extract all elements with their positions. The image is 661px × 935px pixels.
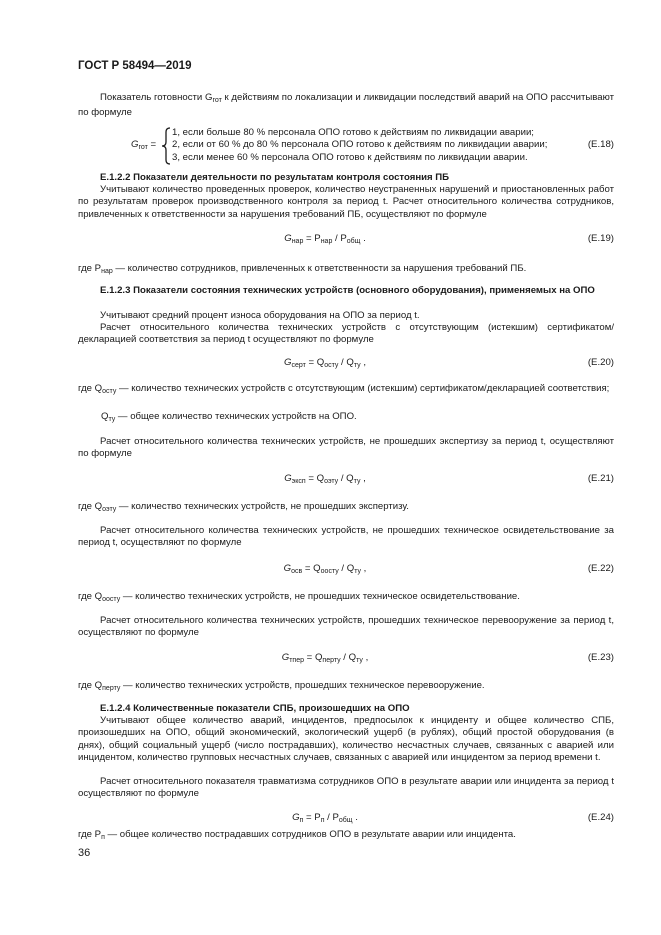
page-number: 36 bbox=[78, 847, 91, 859]
formula-e21: $G_{эксп} = Q_{оэту} / Q_{ту}$ , bbox=[284, 473, 366, 485]
where-e20a: где $Q_{осту}$ — количество технических устройств с отсутствующим (истекшим) сертификатом/декларацией соответствия; bbox=[78, 383, 610, 395]
where-e19: где $P_{нар}$ — количество сотрудников, привлеченных к ответственности за нарушения требований ПБ. bbox=[78, 263, 527, 275]
formula-e19: $G_{нар} = P_{нар} / P_{общ}$ . bbox=[284, 233, 366, 245]
case-line: 1, если больше 80 % персонала ОПО готово к действиям по ликвидации аварии; bbox=[172, 127, 534, 138]
brace-icon bbox=[161, 127, 171, 165]
section-heading-e124: Е.1.2.4 Количественные показатели СПБ, произошедших на ОПО bbox=[100, 703, 410, 714]
paragraph-e23: Расчет относительного количества технических устройств, прошедших техническое перевооружение за период t, осуществляют по формуле bbox=[78, 615, 614, 639]
document-header: ГОСТ Р 58494—2019 bbox=[78, 60, 192, 72]
where-e21: где $Q_{оэту}$ — количество технических устройств, не прошедших экспертизу. bbox=[78, 501, 409, 513]
text: Показатель готовности G bbox=[100, 92, 213, 103]
paragraph-e124a: Учитывают общее количество аварий, инцидентов, предпосылок к инциденту и общее количество СПБ, произошедших на ОПО, общий экономический, экологический ущерб (в рублях), общий простой оборудования (в днях), общий социальный ущерб (число пострадавших), количество несчастных случаев, связанных с аварией или инцидентом, количество групповых несчастных случаев, связанных с аварией или инцидентом за период времени t. bbox=[78, 715, 614, 764]
section-heading-e123: Е.1.2.3 Показатели состояния технических устройств (основного оборудования), применяемых на ОПО bbox=[100, 285, 595, 296]
formula-e18-lhs: $G_{гот}$ = bbox=[131, 139, 157, 151]
paragraph-e122: Учитывают количество проведенных проверок, количество неустраненных нарушений и приостановленных работ по результатам проверок производственного контроля за период t. Расчет относительного количества сотрудников, привлеченных к ответственности за нарушения требований ПБ, осуществляют по формуле bbox=[78, 184, 614, 220]
section-heading-e122: Е.1.2.2 Показатели деятельности по результатам контроля состояния ПБ bbox=[100, 172, 450, 183]
paragraph-e22: Расчет относительного количества технических устройств, не прошедших техническое освидетельствование за период t, осуществляют по формуле bbox=[78, 525, 614, 549]
equation-number: (Е.19) bbox=[587, 233, 614, 244]
paragraph-e21: Расчет относительного количества технических устройств, не прошедших экспертизу за период t, осуществляют по формуле bbox=[78, 436, 614, 460]
text: к действиям по локализации и ликвидации последствий аварий на ОПО рассчитывают по формуле bbox=[78, 92, 614, 119]
case-line: 3, если менее 60 % персонала ОПО готово к действиям по ликвидации аварии. bbox=[172, 151, 528, 163]
equation-number: (Е.23) bbox=[587, 652, 614, 663]
paragraph-e123a: Учитывают средний процент износа оборудования на ОПО за период t. bbox=[100, 310, 420, 321]
equation-number: (Е.22) bbox=[587, 563, 614, 574]
where-e20b: $Q_{ту}$ — общее количество технических устройств на ОПО. bbox=[101, 411, 357, 423]
formula-e23: $G_{тпер} = Q_{перту} / Q_{ту}$ , bbox=[281, 652, 369, 664]
equation-number: (Е.18) bbox=[587, 139, 614, 150]
paragraph-readiness bbox=[78, 92, 614, 120]
formula-e18-cases bbox=[172, 127, 547, 164]
equation-number: (Е.21) bbox=[587, 473, 614, 484]
paragraph-e123b: Расчет относительного количества технических устройств с отсутствующим (истекшим) сертификатом/декларацией соответствия за период t осуществляют по формуле bbox=[78, 322, 614, 346]
subscript: гот bbox=[212, 97, 222, 104]
equation-number: (Е.20) bbox=[587, 357, 614, 368]
equation-number: (Е.24) bbox=[587, 812, 614, 823]
formula-e24: $G_п = P_п / P_{общ}$ . bbox=[292, 812, 358, 824]
where-e24: где $P_п$ — общее количество пострадавших сотрудников ОПО в результате аварии или инцидента. bbox=[78, 829, 516, 841]
formula-e20: $G_{серт} = Q_{осту} / Q_{ту}$ , bbox=[283, 357, 366, 369]
paragraph-e124b: Расчет относительного показателя травматизма сотрудников ОПО в результате аварии или инцидента за период t осуществляют по формуле bbox=[78, 776, 614, 800]
where-e22: где $Q_{оосту}$ — количество технических устройств, не прошедших техническое освидетельствование. bbox=[78, 591, 520, 603]
case-line: 2, если от 60 % до 80 % персонала ОПО готово к действиям по ликвидации аварии; bbox=[172, 139, 548, 151]
where-e23: где $Q_{перту}$ — количество технических устройств, прошедших техническое перевооружение. bbox=[78, 680, 485, 692]
formula-e22: $G_{осв} = Q_{оосту} / Q_{ту}$ , bbox=[283, 563, 367, 575]
